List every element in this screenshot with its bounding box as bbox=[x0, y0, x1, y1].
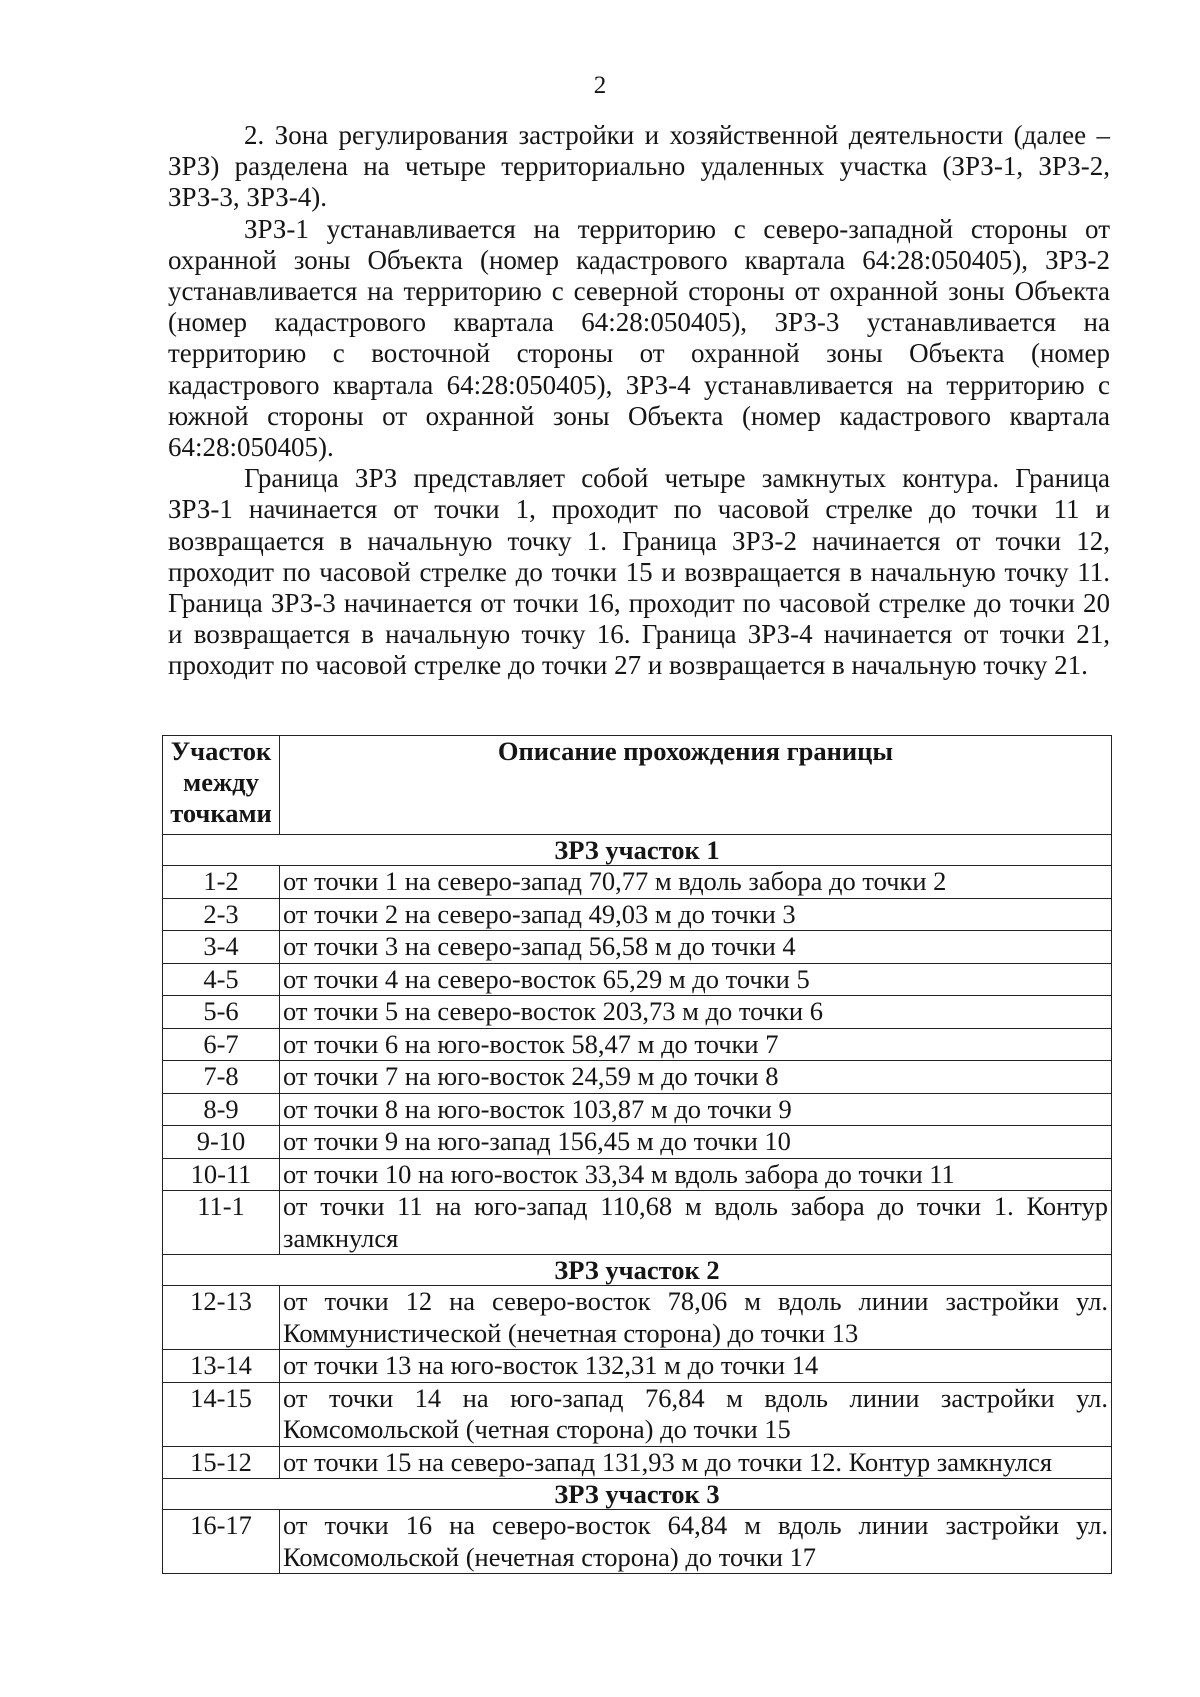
section-title: ЗРЗ участок 1 bbox=[163, 835, 1112, 866]
description-cell: от точки 16 на северо-восток 64,84 м вдоль линии застройки ул. Комсомольской (нечетная сторона) до точки 17 bbox=[280, 1510, 1112, 1574]
table-row bbox=[163, 1510, 1112, 1574]
description-cell: от точки 10 на юго-восток 33,34 м вдоль забора до точки 11 bbox=[280, 1158, 1112, 1191]
table-row bbox=[163, 931, 1112, 964]
description-cell: от точки 9 на юго-запад 156,45 м до точки 10 bbox=[280, 1126, 1112, 1159]
description-cell: от точки 5 на северо-восток 203,73 м до точки 6 bbox=[280, 996, 1112, 1029]
description-cell: от точки 14 на юго-запад 76,84 м вдоль линии застройки ул. Комсомольской (четная сторона) до точки 15 bbox=[280, 1382, 1112, 1446]
segment-cell: 11-1 bbox=[163, 1191, 280, 1255]
description-cell: от точки 1 на северо-запад 70,77 м вдоль забора до точки 2 bbox=[280, 866, 1112, 899]
document-body bbox=[168, 120, 1110, 682]
segment-cell: 12-13 bbox=[163, 1286, 280, 1350]
description-cell: от точки 3 на северо-запад 56,58 м до точки 4 bbox=[280, 931, 1112, 964]
table-row bbox=[163, 898, 1112, 931]
table-row bbox=[163, 1286, 1112, 1350]
segment-cell: 9-10 bbox=[163, 1126, 280, 1159]
table-row bbox=[163, 1191, 1112, 1255]
table-row bbox=[163, 1061, 1112, 1094]
segment-cell: 10-11 bbox=[163, 1158, 280, 1191]
section-title: ЗРЗ участок 2 bbox=[163, 1255, 1112, 1286]
boundary-description-table bbox=[162, 735, 1112, 1574]
section-title: ЗРЗ участок 3 bbox=[163, 1479, 1112, 1510]
segment-cell: 7-8 bbox=[163, 1061, 280, 1094]
description-cell: от точки 6 на юго-восток 58,47 м до точки 7 bbox=[280, 1028, 1112, 1061]
description-cell: от точки 11 на юго-запад 110,68 м вдоль забора до точки 1. Контур замкнулся bbox=[280, 1191, 1112, 1255]
segment-cell: 15-12 bbox=[163, 1446, 280, 1479]
description-cell: от точки 2 на северо-запад 49,03 м до точки 3 bbox=[280, 898, 1112, 931]
section-row-zone-3 bbox=[163, 1479, 1112, 1510]
table-row bbox=[163, 996, 1112, 1029]
table-row bbox=[163, 1350, 1112, 1383]
description-cell: от точки 12 на северо-восток 78,06 м вдоль линии застройки ул. Коммунистической (нечетная сторона) до точки 13 bbox=[280, 1286, 1112, 1350]
description-cell: от точки 13 на юго-восток 132,31 м до точки 14 bbox=[280, 1350, 1112, 1383]
table-row bbox=[163, 1382, 1112, 1446]
section-row-zone-1 bbox=[163, 835, 1112, 866]
header-description: Описание прохождения границы bbox=[280, 736, 1112, 835]
table-row bbox=[163, 1446, 1112, 1479]
segment-cell: 1-2 bbox=[163, 866, 280, 899]
segment-cell: 16-17 bbox=[163, 1510, 280, 1574]
paragraph-zones-location: ЗРЗ-1 устанавливается на территорию с северо-западной стороны от охранной зоны Объекта (номер кадастрового квартала 64:28:050405), ЗРЗ-2 устанавливается на территорию с северной стороны от охранной зоны Объекта (номер кадастрового квартала 64:28:050405), ЗРЗ-3 устанавливается на территорию с восточной стороны от охранной зоны Объекта (номер кадастрового квартала 64:28:050405), ЗРЗ-4 устанавливается на территорию с южной стороны от охранной зоны Объекта (номер кадастрового квартала 64:28:050405). bbox=[168, 213, 1110, 463]
paragraph-zones-division: 2. Зона регулирования застройки и хозяйственной деятельности (далее – ЗРЗ) разделена на четыре территориально удаленных участка (ЗРЗ-1, ЗРЗ-2, ЗРЗ-3, ЗРЗ-4). bbox=[168, 120, 1110, 213]
table-row bbox=[163, 963, 1112, 996]
table-row bbox=[163, 1093, 1112, 1126]
table-row bbox=[163, 1028, 1112, 1061]
segment-cell: 8-9 bbox=[163, 1093, 280, 1126]
description-cell: от точки 7 на юго-восток 24,59 м до точки 8 bbox=[280, 1061, 1112, 1094]
header-segment: Участок между точками bbox=[163, 736, 280, 835]
description-cell: от точки 8 на юго-восток 103,87 м до точки 9 bbox=[280, 1093, 1112, 1126]
segment-cell: 14-15 bbox=[163, 1382, 280, 1446]
segment-cell: 6-7 bbox=[163, 1028, 280, 1061]
page-number: 2 bbox=[593, 72, 607, 99]
segment-cell: 13-14 bbox=[163, 1350, 280, 1383]
section-row-zone-2 bbox=[163, 1255, 1112, 1286]
segment-cell: 3-4 bbox=[163, 931, 280, 964]
description-cell: от точки 15 на северо-запад 131,93 м до точки 12. Контур замкнулся bbox=[280, 1446, 1112, 1479]
description-cell: от точки 4 на северо-восток 65,29 м до точки 5 bbox=[280, 963, 1112, 996]
segment-cell: 4-5 bbox=[163, 963, 280, 996]
segment-cell: 2-3 bbox=[163, 898, 280, 931]
segment-cell: 5-6 bbox=[163, 996, 280, 1029]
table-row bbox=[163, 1126, 1112, 1159]
table-header-row bbox=[163, 736, 1112, 835]
table-row bbox=[163, 866, 1112, 899]
table-row bbox=[163, 1158, 1112, 1191]
paragraph-zones-boundary: Граница ЗРЗ представляет собой четыре замкнутых контура. Граница ЗРЗ-1 начинается от точки 1, проходит по часовой стрелке до точки 11 и возвращается в начальную точку 1. Граница ЗРЗ-2 начинается от точки 12, проходит по часовой стрелке до точки 15 и возвращается в начальную точку 11. Граница ЗРЗ-3 начинается от точки 16, проходит по часовой стрелке до точки 20 и возвращается в начальную точку 16. Граница ЗРЗ-4 начинается от точки 21, проходит по часовой стрелке до точки 27 и возвращается в начальную точку 21. bbox=[168, 463, 1110, 681]
